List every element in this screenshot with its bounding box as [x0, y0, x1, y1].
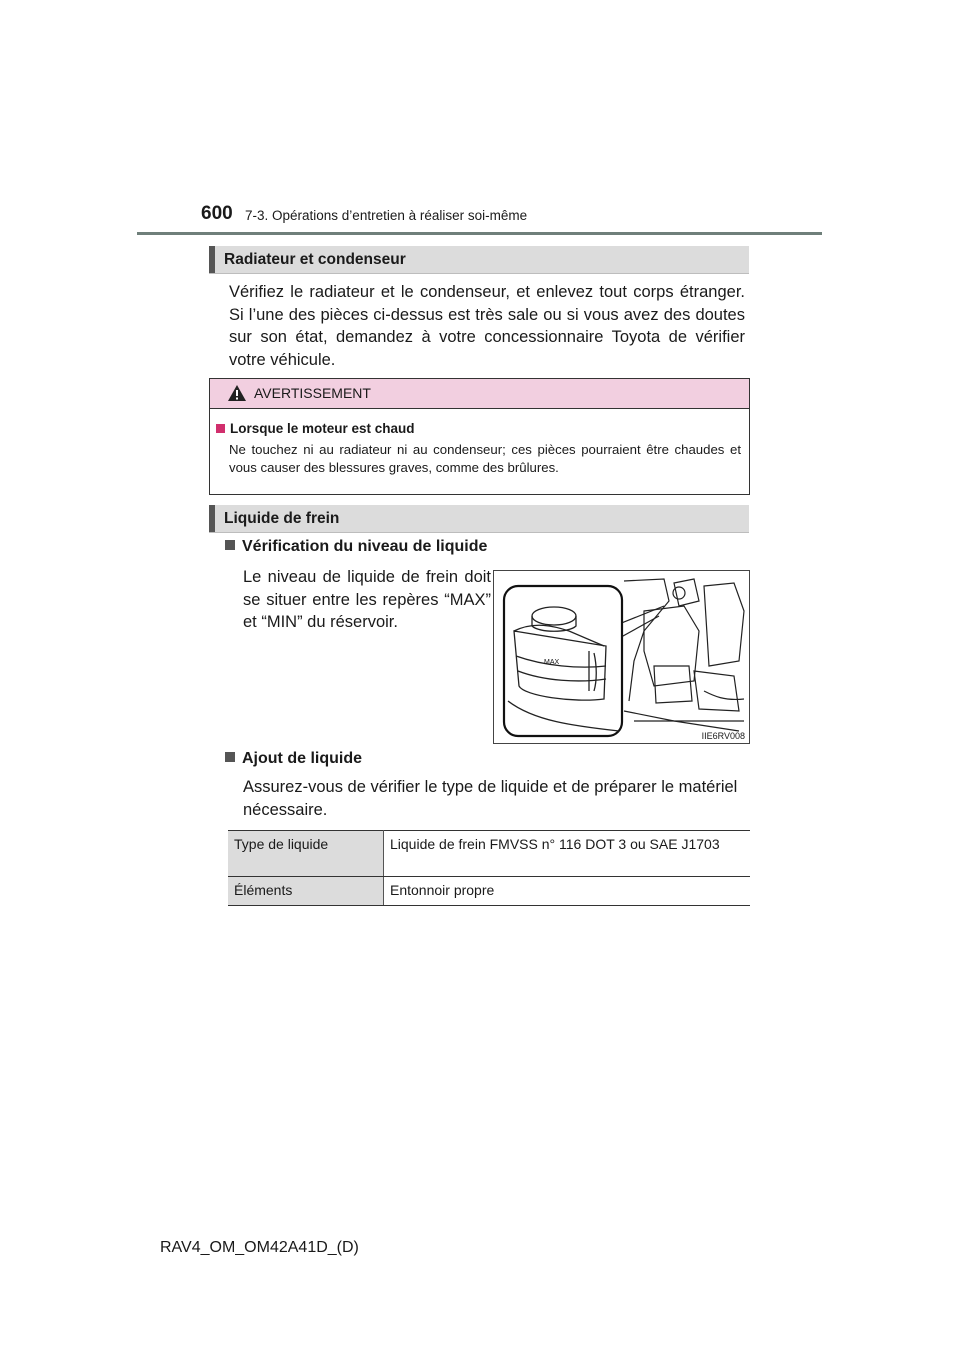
footer-document-code: RAV4_OM_OM42A41D_(D) — [160, 1239, 359, 1256]
header-rule — [137, 232, 822, 235]
table-row — [228, 831, 750, 877]
warning-label: AVERTISSEMENT — [254, 385, 371, 401]
subheading-text: Vérification du niveau de liquide — [242, 538, 488, 555]
section-heading-radiator — [209, 246, 749, 274]
warning-triangle-icon — [227, 384, 247, 402]
page-number: 600 — [201, 203, 233, 224]
warning-title — [216, 421, 415, 436]
radiator-paragraph: Vérifiez le radiateur et le condenseur, et enlevez tout corps étranger. Si l’une des pièces ci-dessus est très sale ou si vous avez des doutes sur son état, demandez à votre concessionnaire Toyota de vérifier votre véhicule. — [229, 283, 745, 369]
section-heading-brake-fluid — [209, 505, 749, 533]
pink-square-bullet-icon — [216, 424, 225, 433]
figure-code: IIE6RV008 — [701, 731, 745, 741]
chapter-title: 7-3. Opérations d’entretien à réaliser soi-même — [245, 208, 528, 223]
brake-reservoir-figure — [493, 570, 750, 744]
table-key-cell: Éléments — [228, 877, 384, 906]
warning-title-text: Lorsque le moteur est chaud — [230, 421, 415, 436]
brake-fluid-spec-table — [228, 830, 750, 906]
table-value-cell: Entonnoir propre — [384, 877, 751, 906]
square-bullet-icon — [225, 752, 235, 762]
table-key-cell: Type de liquide — [228, 831, 384, 877]
max-marker-label: MAX — [544, 659, 560, 666]
subheading-text: Ajout de liquide — [242, 750, 362, 767]
subheading-level-check — [225, 538, 487, 556]
add-fluid-paragraph: Assurez-vous de vérifier le type de liquide et de préparer le matériel nécessaire. — [243, 778, 738, 819]
table-value-cell: Liquide de frein FMVSS n° 116 DOT 3 ou SAE J1703 — [384, 831, 751, 877]
table-row — [228, 877, 750, 906]
subheading-add-fluid — [225, 750, 362, 768]
warning-header — [210, 379, 749, 409]
section-heading-label: Radiateur et condenseur — [224, 251, 406, 268]
level-check-paragraph: Le niveau de liquide de frein doit se situer entre les repères “MAX” et “MIN” du réservoir. — [243, 568, 491, 631]
section-heading-label: Liquide de frein — [224, 510, 340, 527]
warning-body: Ne touchez ni au radiateur ni au condenseur; ces pièces pourraient être chaudes et vous causer des blessures graves, comme des brûlures. — [229, 442, 741, 475]
warning-box — [209, 378, 750, 495]
square-bullet-icon — [225, 540, 235, 550]
brake-reservoir-illustration — [494, 571, 749, 743]
